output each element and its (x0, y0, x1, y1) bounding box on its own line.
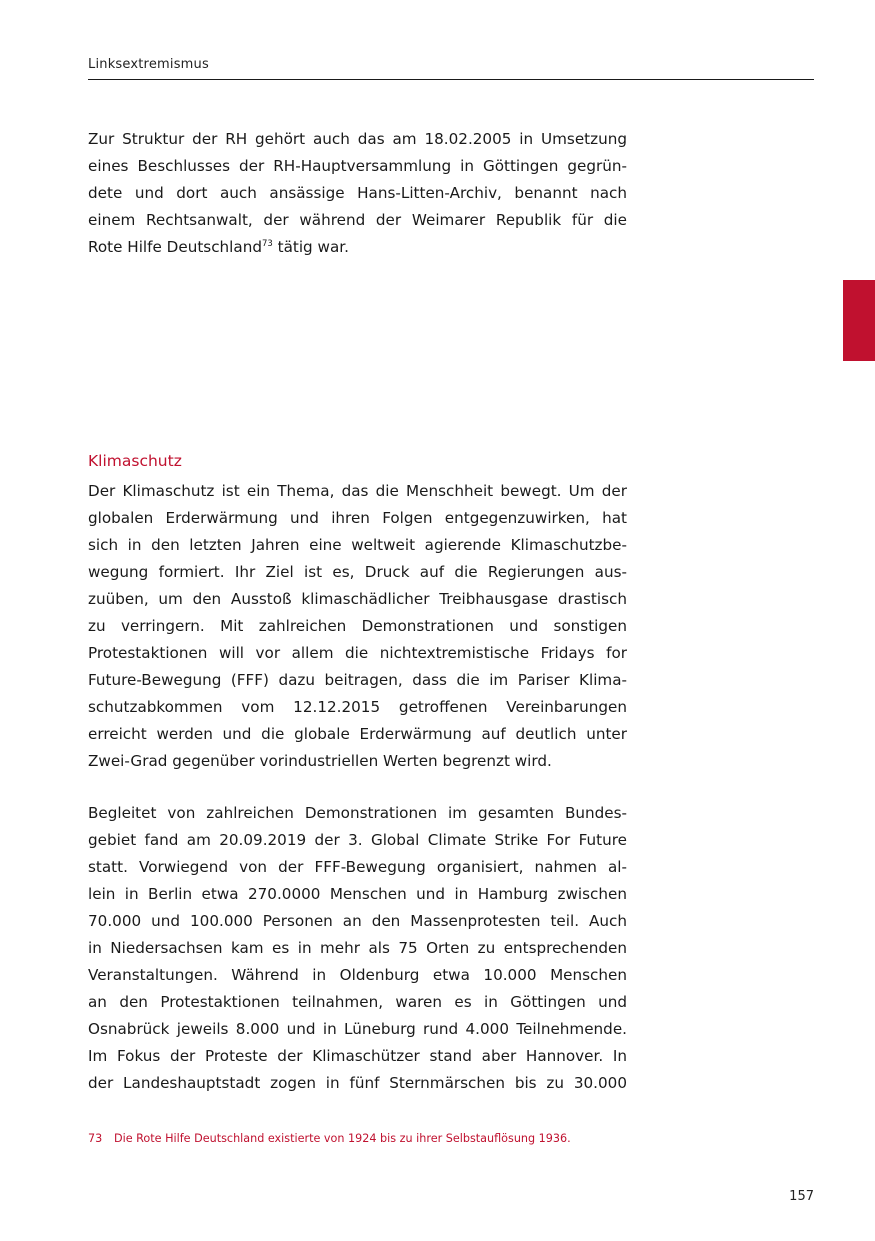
text-line: globalen Erderwärmung und ihren Folgen entgegenzuwirken, hat (88, 509, 627, 527)
text-line: statt. Vorwiegend von der FFF-Bewegung organisiert, nahmen al- (88, 858, 627, 876)
footnote (88, 1132, 571, 1145)
text-line: schutzabkommen vom 12.12.2015 getroffenen Vereinbarungen (88, 698, 627, 716)
text-segment: Rote Hilfe Deutschland (88, 238, 262, 256)
paragraph-climate-strike (88, 800, 627, 1097)
footnote-reference[interactable]: 73 (261, 239, 273, 249)
text-line (88, 234, 627, 261)
text-line: wegung formiert. Ihr Ziel ist es, Druck auf die Regierungen aus- (88, 563, 627, 581)
text-line: erreicht werden und die globale Erderwärmung auf deutlich unter (88, 725, 627, 743)
text-line: Begleitet von zahlreichen Demonstrationen im gesamten Bundes- (88, 804, 627, 822)
text-line: einem Rechtsanwalt, der während der Weimarer Republik für die (88, 211, 627, 229)
chapter-marker-tab (843, 280, 875, 361)
paragraph-rh-archive (88, 126, 627, 261)
text-line: Zur Struktur der RH gehört auch das am 18.02.2005 in Umsetzung (88, 130, 627, 148)
page-number: 157 (789, 1189, 814, 1204)
text-line: Osnabrück jeweils 8.000 und in Lüneburg rund 4.000 Teilnehmende. (88, 1020, 627, 1038)
text-line: Im Fokus der Proteste der Klimaschützer stand aber Hannover. In (88, 1047, 627, 1065)
text-line: 70.000 und 100.000 Personen an den Massenprotesten teil. Auch (88, 912, 627, 930)
text-line: an den Protestaktionen teilnahmen, waren es in Göttingen und (88, 993, 627, 1011)
paragraph-klimaschutz-intro (88, 478, 627, 775)
text-line: Protestaktionen will vor allem die nichtextremistische Fridays for (88, 644, 627, 662)
text-line: der Landeshauptstadt zogen in fünf Sternmärschen bis zu 30.000 (88, 1074, 627, 1092)
section-heading-klimaschutz: Klimaschutz (88, 452, 182, 470)
text-line: Veranstaltungen. Während in Oldenburg etwa 10.000 Menschen (88, 966, 627, 984)
text-line: zuüben, um den Ausstoß klimaschädlicher Treibhausgase drastisch (88, 590, 627, 608)
text-line: Zwei-Grad gegenüber vorindustriellen Werten begrenzt wird. (88, 752, 552, 770)
text-line: in Niedersachsen kam es in mehr als 75 Orten zu entsprechenden (88, 939, 627, 957)
footnote-number: 73 (88, 1132, 103, 1145)
text-line: lein in Berlin etwa 270.0000 Menschen und in Hamburg zwischen (88, 885, 627, 903)
text-line: Future-Bewegung (FFF) dazu beitragen, dass die im Pariser Klima- (88, 671, 627, 689)
text-line: zu verringern. Mit zahlreichen Demonstrationen und sonstigen (88, 617, 627, 635)
running-head-title: Linksextremismus (88, 57, 209, 72)
text-line: eines Beschlusses der RH-Hauptversammlung in Göttingen gegrün- (88, 157, 627, 175)
text-line: Der Klimaschutz ist ein Thema, das die Menschheit bewegt. Um der (88, 482, 627, 500)
text-segment: tätig war. (272, 238, 349, 256)
text-line: dete und dort auch ansässige Hans-Litten-Archiv, benannt nach (88, 184, 627, 202)
text-line: gebiet fand am 20.09.2019 der 3. Global Climate Strike For Future (88, 831, 627, 849)
header-rule (88, 79, 814, 80)
footnote-text: Die Rote Hilfe Deutschland existierte von 1924 bis zu ihrer Selbstauflösung 1936. (114, 1132, 571, 1145)
text-line: sich in den letzten Jahren eine weltweit agierende Klimaschutzbe- (88, 536, 627, 554)
